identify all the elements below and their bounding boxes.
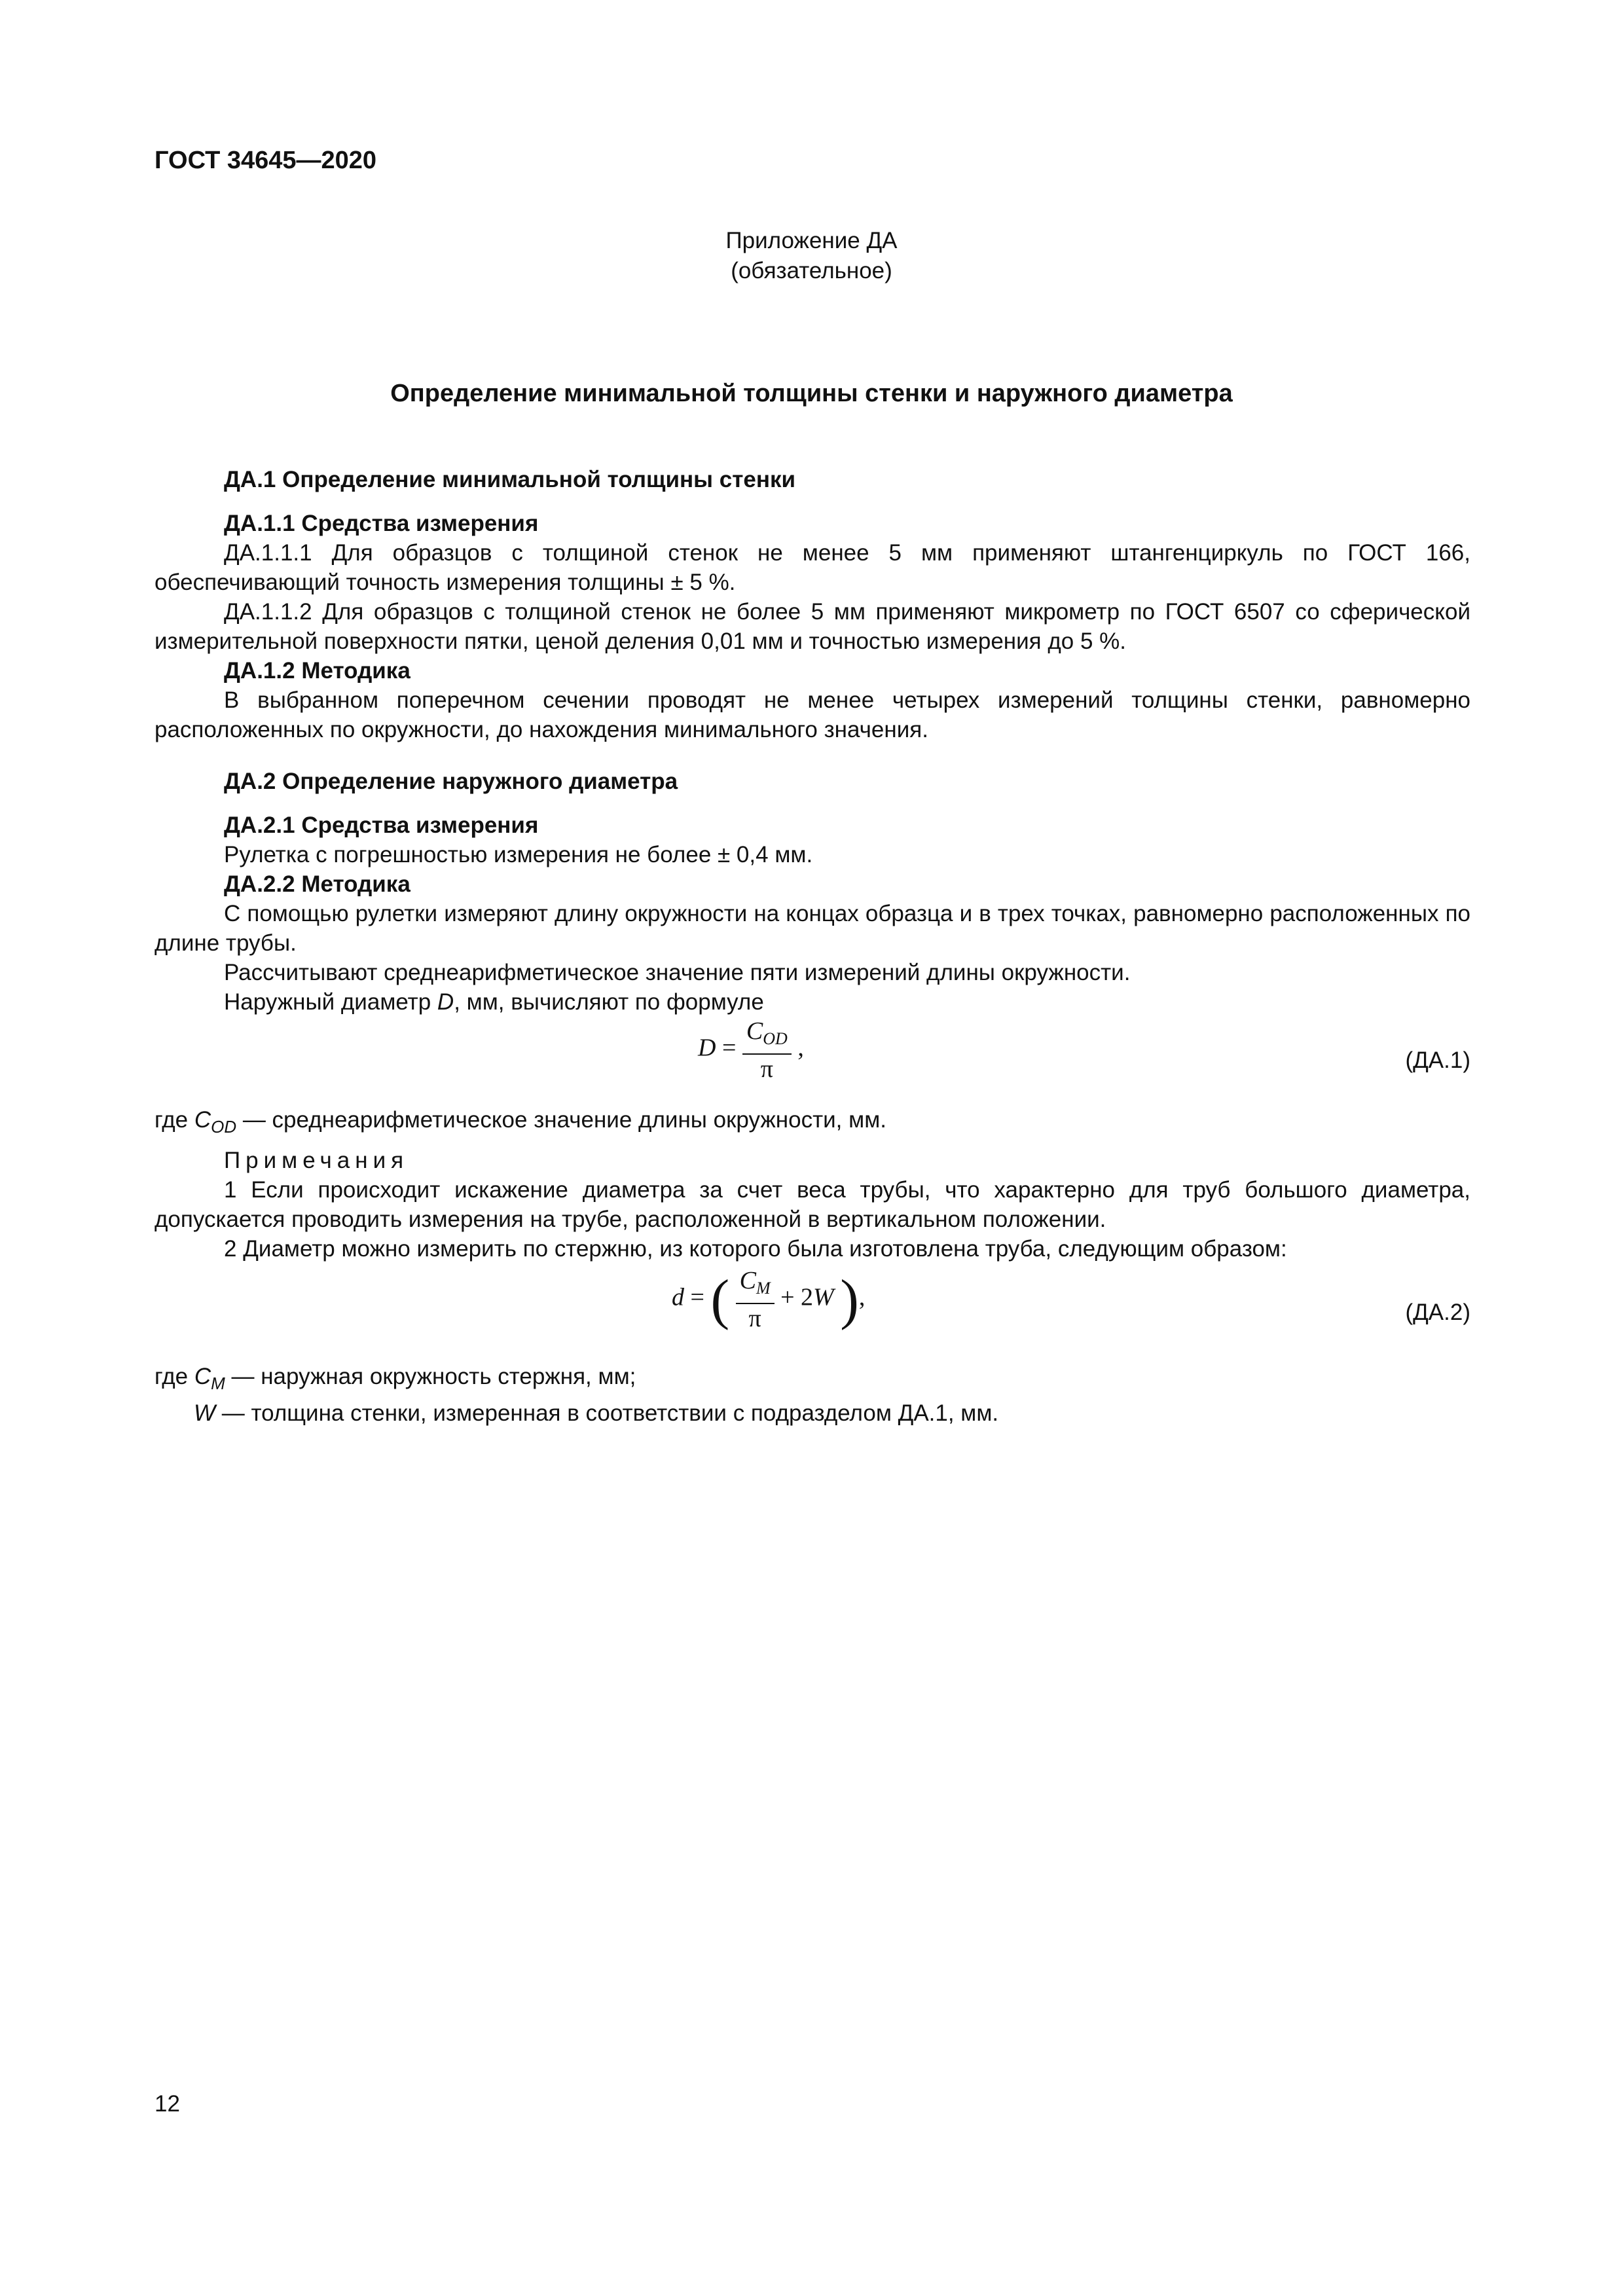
formula2-fraction: $\frac{C_M}{\pi}$ xyxy=(736,1266,775,1333)
paragraph-da22a: С помощью рулетки измеряют длину окружности на концах образца и в трех точках, равномерно расположенных по длине трубы. xyxy=(155,901,1470,956)
formula2-lhs: d xyxy=(672,1283,684,1311)
formula1-eq: = xyxy=(721,1034,737,1062)
notes-title: Примечания xyxy=(224,1148,409,1173)
formula2-label: (ДА.2) xyxy=(1405,1300,1470,1325)
subsection-heading-da11: ДА.1.1 Средства измерения xyxy=(224,511,539,536)
paragraph-da22b: Рассчитывают среднеарифметическое значение пяти измерений длины окружности. xyxy=(224,960,1131,985)
page-number: 12 xyxy=(155,2091,180,2117)
where-w: W — толщина стенки, измеренная в соответствии с подразделом ДА.1, мм. xyxy=(194,1400,999,1426)
body-text xyxy=(155,465,1470,1428)
where-cm: где $C_M$ — наружная окружность стержня, мм; xyxy=(155,1364,636,1393)
paragraph-da12: В выбранном поперечном сечении проводят не менее четырех измерений толщины стенки, равномерно расположенных по окружности, до нахождения минимального значения. xyxy=(155,687,1470,742)
formula-da2: d = ( $\frac{C_M}{\pi}$ + 2W ), (ДА.2) xyxy=(672,1267,1470,1332)
where-cod: где $C_{OD}$ — среднеарифметическое значение длины окружности, мм. xyxy=(155,1107,886,1137)
formula2-eq: = xyxy=(690,1283,704,1311)
formula1-label: (ДА.1) xyxy=(1405,1048,1470,1073)
paragraph-da21: Рулетка с погрешностью измерения не более ± 0,4 мм. xyxy=(224,842,813,867)
paragraph-da22c: Наружный диаметр D, мм, вычисляют по формуле xyxy=(224,989,764,1015)
note-1: 1 Если происходит искажение диаметра за счет веса трубы, что характерно для труб большого диаметра, допускается проводить измерения на трубе, расположенной в вертикальном положении. xyxy=(155,1177,1470,1232)
formula1-lhs: D xyxy=(698,1034,716,1062)
subsection-heading-da12: ДА.1.2 Методика xyxy=(224,658,410,683)
standard-header: ГОСТ 34645—2020 xyxy=(155,147,377,174)
subsection-heading-da21: ДА.2.1 Средства измерения xyxy=(224,812,539,838)
appendix-kind: (обязательное) xyxy=(731,258,892,283)
paragraph-da111: ДА.1.1.1 Для образцов с толщиной стенок не менее 5 мм применяют штангенциркуль по ГОСТ 166, обеспечивающий точность измерения толщины ± 5 %. xyxy=(155,540,1470,595)
section-heading-da2: ДА.2 Определение наружного диаметра xyxy=(224,769,678,794)
formula-da1: D = $\frac{C_{OD}}{\pi}$ , (ДА.1) xyxy=(698,1017,1470,1083)
paragraph-da112: ДА.1.1.2 Для образцов с толщиной стенок не более 5 мм применяют микрометр по ГОСТ 6507 со сферической измерительной поверхности пятки, ценой деления 0,01 мм и точностью измерения до 5 %. xyxy=(155,599,1470,654)
appendix-title: Приложение ДА xyxy=(725,228,898,253)
note-2: 2 Диаметр можно измерить по стержню, из которого была изготовлена труба, следующим образом: xyxy=(224,1236,1287,1262)
formula1-fraction: $\frac{C_{OD}}{\pi}$ xyxy=(742,1017,792,1084)
section-heading-da1: ДА.1 Определение минимальной толщины стенки xyxy=(224,467,796,492)
main-title: Определение минимальной толщины стенки и наружного диаметра xyxy=(390,380,1233,407)
subsection-heading-da22: ДА.2.2 Методика xyxy=(224,871,410,897)
